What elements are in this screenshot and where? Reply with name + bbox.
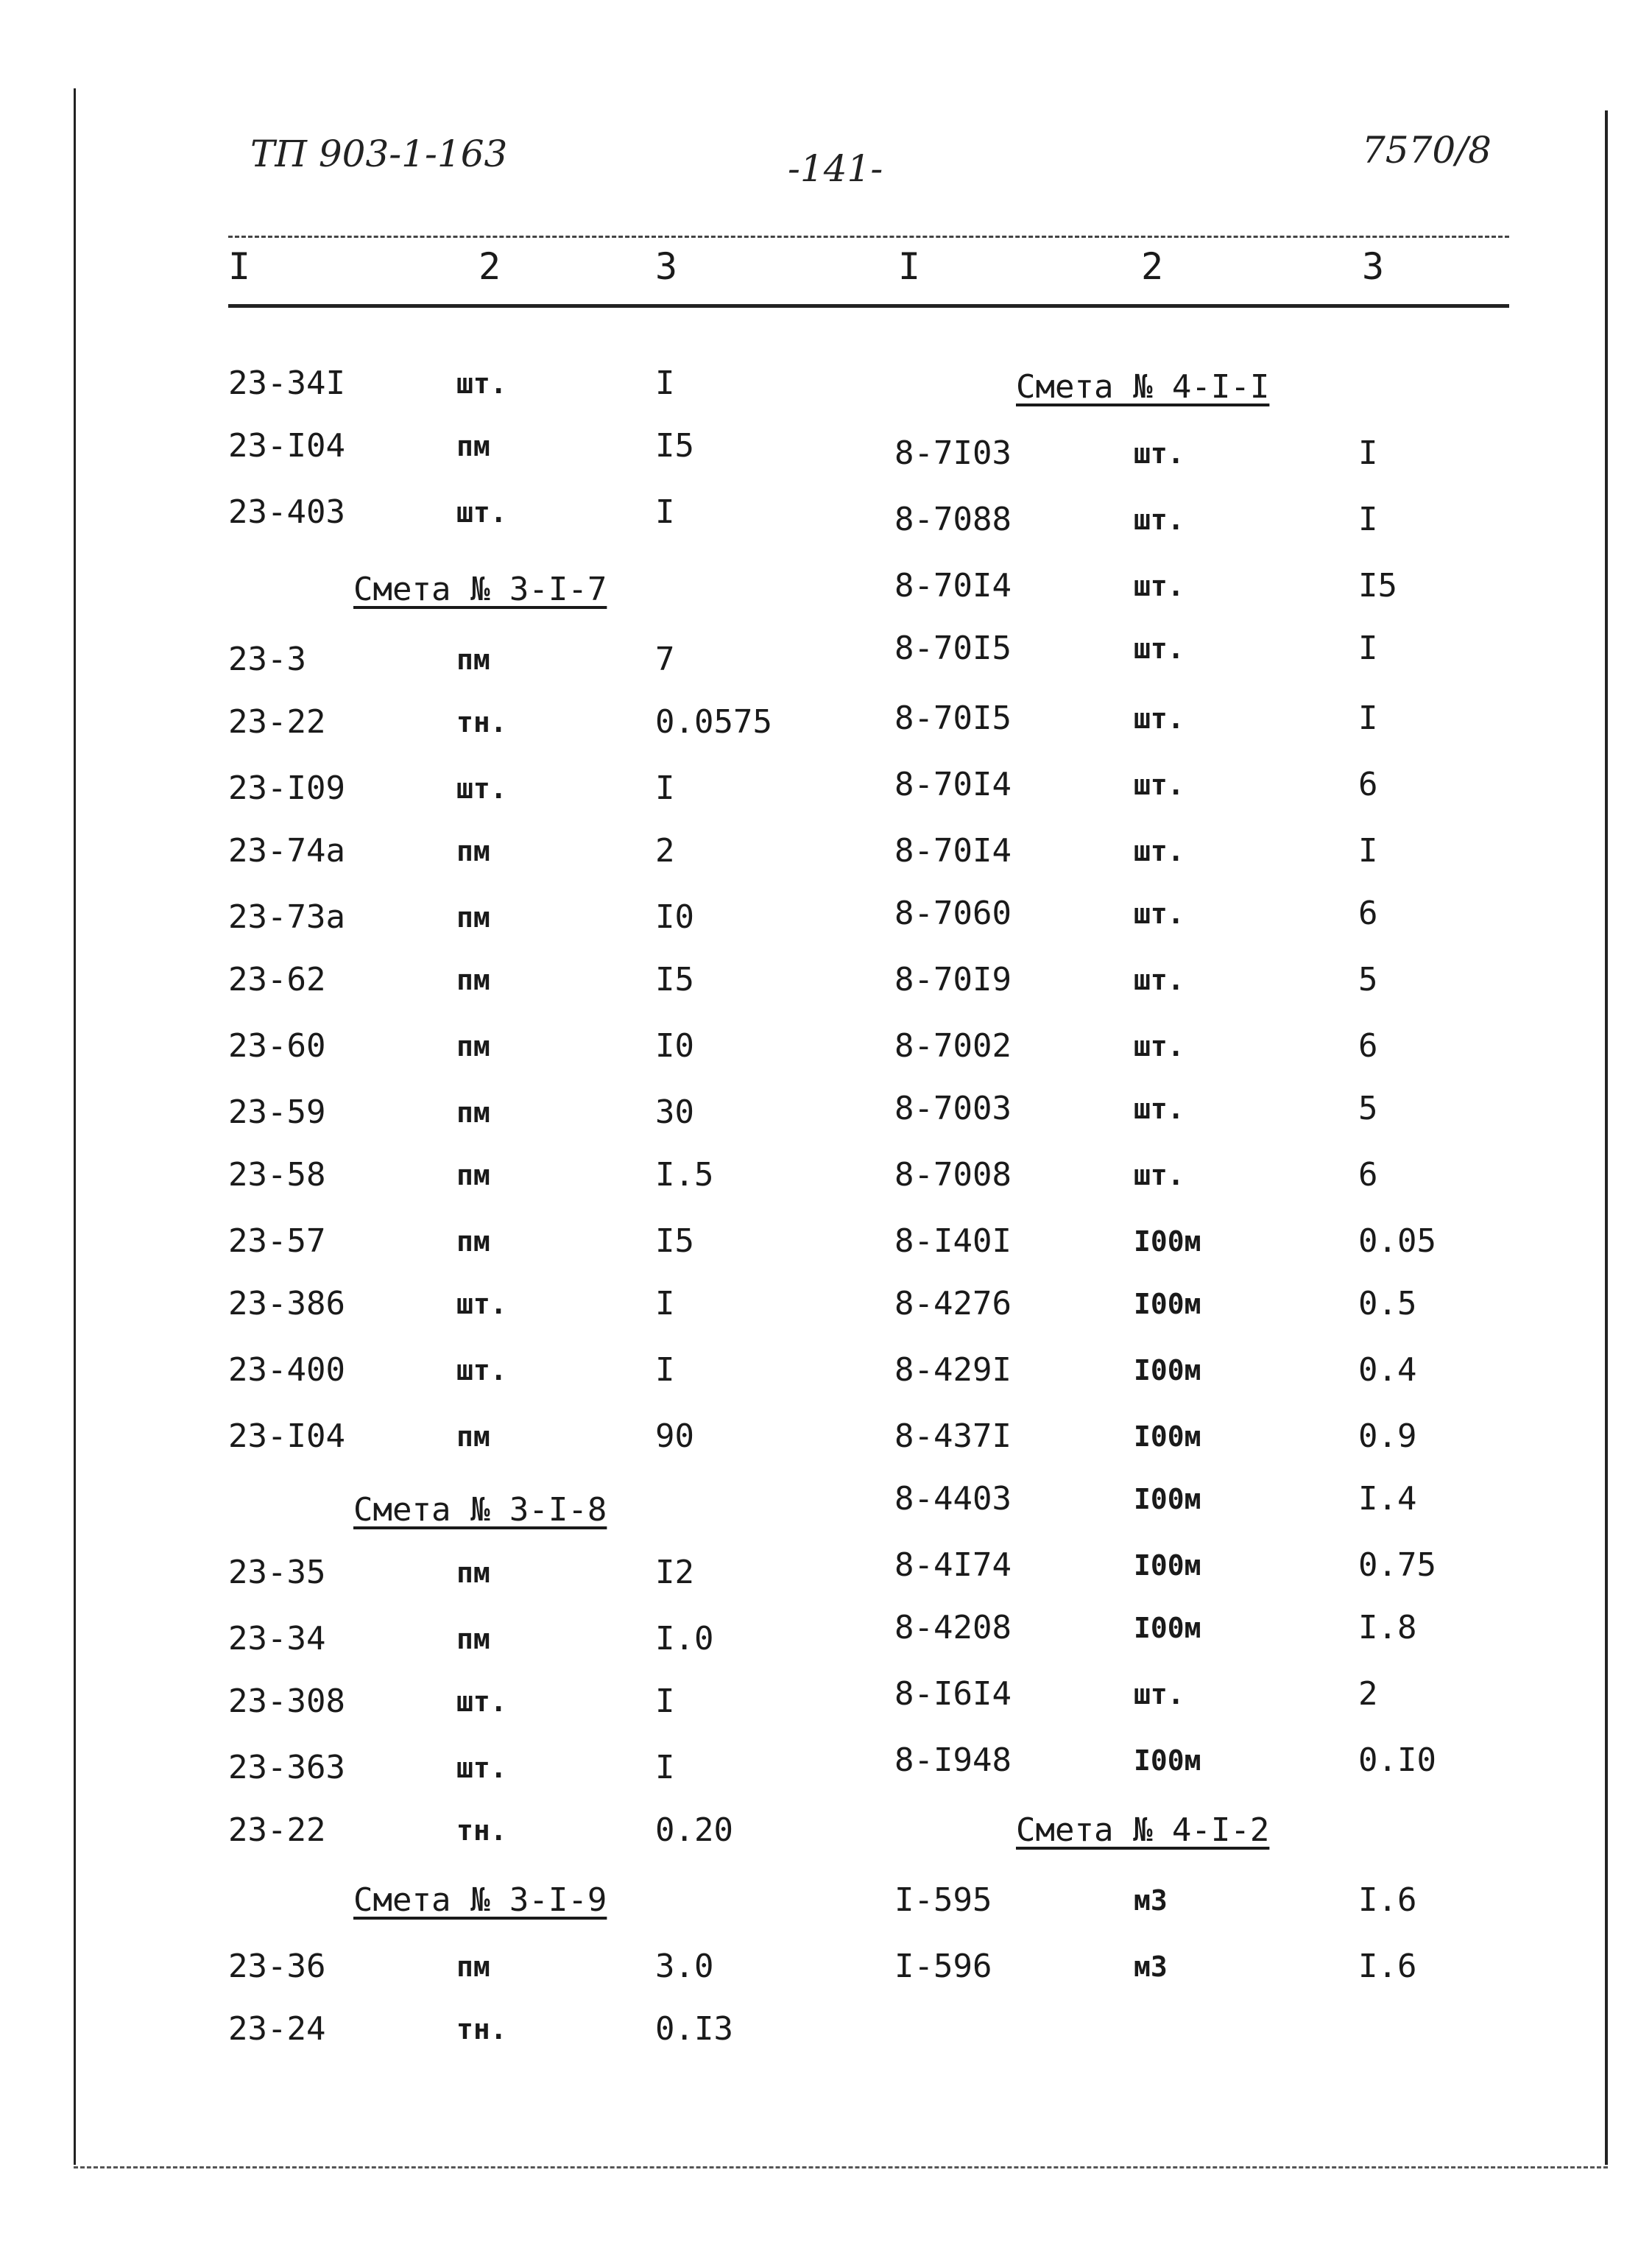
row-code: 8-429I <box>894 1351 1012 1389</box>
row-code: 23-I09 <box>228 769 345 807</box>
page-frame-bottom <box>74 2166 1608 2168</box>
row-code: 8-I40I <box>894 1222 1012 1260</box>
row-unit: шт. <box>456 367 507 400</box>
row-code: 23-62 <box>228 961 326 998</box>
row-quantity: I2 <box>655 1554 694 1591</box>
row-code: 8-70I4 <box>894 766 1012 803</box>
row-code: 23-308 <box>228 1683 345 1720</box>
row-unit: шт. <box>456 1354 507 1387</box>
row-quantity: I5 <box>655 1222 694 1260</box>
row-quantity: I <box>1358 832 1378 870</box>
row-code: 8-7008 <box>894 1156 1012 1194</box>
row-unit: пм <box>456 1951 490 1983</box>
row-quantity: I.8 <box>1358 1609 1417 1646</box>
row-unit: шт. <box>1134 1678 1185 1710</box>
row-quantity: 6 <box>1358 895 1378 932</box>
row-code: 8-70I4 <box>894 832 1012 870</box>
estimate-section-title: Смета № 4-I-2 <box>1016 1811 1270 1849</box>
row-unit: пм <box>456 1159 490 1191</box>
row-code: 8-7002 <box>894 1027 1012 1065</box>
row-quantity: I <box>1358 501 1378 538</box>
row-unit: шт. <box>1134 1093 1185 1125</box>
row-code: 8-7003 <box>894 1090 1012 1127</box>
row-code: 8-70I5 <box>894 630 1012 667</box>
row-unit: шт. <box>1134 633 1185 665</box>
row-unit: м3 <box>1134 1951 1168 1983</box>
row-unit: тн. <box>456 1814 507 1847</box>
row-code: 23-34I <box>228 364 345 402</box>
row-quantity: 0.5 <box>1358 1285 1417 1322</box>
row-quantity: 0.20 <box>655 1811 733 1849</box>
row-quantity: 2 <box>655 832 675 870</box>
row-quantity: I <box>655 769 675 807</box>
row-code: 8-7I03 <box>894 434 1012 472</box>
row-unit: I00м <box>1134 1225 1201 1258</box>
row-quantity: I0 <box>655 898 694 936</box>
row-unit: пм <box>456 1557 490 1589</box>
row-code: 8-70I5 <box>894 700 1012 737</box>
row-unit: тн. <box>456 2013 507 2046</box>
row-code: 8-I6I4 <box>894 1675 1012 1713</box>
row-code: 23-60 <box>228 1027 326 1065</box>
row-code: 23-36 <box>228 1948 326 1985</box>
row-quantity: 0.4 <box>1358 1351 1417 1389</box>
row-quantity: 7 <box>655 641 675 678</box>
row-unit: шт. <box>456 1685 507 1718</box>
row-quantity: I5 <box>1358 567 1397 605</box>
row-unit: пм <box>456 430 490 462</box>
row-unit: I00м <box>1134 1354 1201 1387</box>
row-quantity: 6 <box>1358 1156 1378 1194</box>
row-quantity: 6 <box>1358 1027 1378 1065</box>
row-code: 23-24 <box>228 2010 326 2048</box>
row-quantity: I.0 <box>655 1620 714 1657</box>
row-code: 23-22 <box>228 703 326 741</box>
row-quantity: 3.0 <box>655 1948 714 1985</box>
row-unit: I00м <box>1134 1483 1201 1515</box>
row-quantity: 90 <box>655 1417 694 1455</box>
column-header: 3 <box>655 245 678 288</box>
row-quantity: I0 <box>655 1027 694 1065</box>
row-quantity: I <box>655 364 675 402</box>
row-unit: I00м <box>1134 1612 1201 1644</box>
row-code: 23-I04 <box>228 1417 345 1455</box>
row-quantity: I5 <box>655 427 694 465</box>
row-unit: м3 <box>1134 1884 1168 1917</box>
row-code: I-595 <box>894 1881 992 1919</box>
row-quantity: I <box>655 1749 675 1786</box>
row-unit: шт. <box>1134 1030 1185 1063</box>
row-unit: пм <box>456 964 490 996</box>
row-unit: пм <box>456 1420 490 1453</box>
row-code: 8-4276 <box>894 1285 1012 1322</box>
row-quantity: 30 <box>655 1093 694 1131</box>
row-unit: шт. <box>1134 769 1185 801</box>
row-quantity: I.6 <box>1358 1948 1417 1985</box>
row-code: 8-7060 <box>894 895 1012 932</box>
row-quantity: I5 <box>655 961 694 998</box>
estimate-section-title: Смета № 3-I-7 <box>353 571 607 608</box>
row-unit: шт. <box>1134 1159 1185 1191</box>
column-header: 3 <box>1362 245 1385 288</box>
row-unit: пм <box>456 901 490 934</box>
page-number: -141- <box>788 147 883 190</box>
row-quantity: 2 <box>1358 1675 1378 1713</box>
document-code: ТП 903-1-163 <box>250 133 508 175</box>
row-quantity: 5 <box>1358 961 1378 998</box>
row-unit: шт. <box>456 1288 507 1320</box>
row-unit: тн. <box>456 706 507 739</box>
row-quantity: 0.I3 <box>655 2010 733 2048</box>
row-quantity: I.5 <box>655 1156 714 1194</box>
row-code: 8-437I <box>894 1417 1012 1455</box>
estimate-section-title: Смета № 3-I-8 <box>353 1491 607 1529</box>
row-code: 8-4I74 <box>894 1546 1012 1584</box>
column-header: 2 <box>479 245 501 288</box>
row-code: 23-3 <box>228 641 306 678</box>
page-frame-right <box>1605 110 1608 2165</box>
row-unit: I00м <box>1134 1744 1201 1777</box>
row-unit: шт. <box>456 772 507 805</box>
row-code: 23-57 <box>228 1222 326 1260</box>
sheet-code: 7570/8 <box>1362 129 1492 172</box>
row-unit: шт. <box>1134 898 1185 930</box>
row-unit: пм <box>456 1030 490 1063</box>
row-code: 8-70I9 <box>894 961 1012 998</box>
row-unit: шт. <box>456 496 507 529</box>
row-unit: шт. <box>1134 437 1185 470</box>
row-unit: шт. <box>456 1752 507 1784</box>
row-code: 23-74а <box>228 832 345 870</box>
row-unit: шт. <box>1134 964 1185 996</box>
column-header: I <box>228 245 251 288</box>
row-unit: I00м <box>1134 1288 1201 1320</box>
row-quantity: I <box>1358 700 1378 737</box>
row-code: 23-34 <box>228 1620 326 1657</box>
row-unit: пм <box>456 644 490 676</box>
row-quantity: 5 <box>1358 1090 1378 1127</box>
row-code: 8-4403 <box>894 1480 1012 1518</box>
row-quantity: 0.0575 <box>655 703 772 741</box>
row-code: 23-58 <box>228 1156 326 1194</box>
row-quantity: 0.I0 <box>1358 1741 1436 1779</box>
row-quantity: I <box>1358 434 1378 472</box>
row-code: 8-7088 <box>894 501 1012 538</box>
row-quantity: 0.75 <box>1358 1546 1436 1584</box>
row-quantity: 0.05 <box>1358 1222 1436 1260</box>
row-code: 8-4208 <box>894 1609 1012 1646</box>
estimate-section-title: Смета № 4-I-I <box>1016 368 1270 406</box>
row-quantity: I <box>655 493 675 531</box>
row-code: 23-22 <box>228 1811 326 1849</box>
row-unit: пм <box>456 1096 490 1129</box>
row-quantity: I <box>655 1683 675 1720</box>
row-code: 23-363 <box>228 1749 345 1786</box>
row-unit: шт. <box>1134 702 1185 735</box>
row-quantity: I.4 <box>1358 1480 1417 1518</box>
row-unit: шт. <box>1134 570 1185 602</box>
page-frame-left <box>74 88 76 2165</box>
row-code: 23-I04 <box>228 427 345 465</box>
row-unit: шт. <box>1134 835 1185 867</box>
row-unit: пм <box>456 1623 490 1655</box>
row-quantity: 0.9 <box>1358 1417 1417 1455</box>
table-header <box>228 236 1509 308</box>
column-header: 2 <box>1141 245 1164 288</box>
row-unit: пм <box>456 835 490 867</box>
row-code: 8-70I4 <box>894 567 1012 605</box>
row-quantity: I <box>655 1351 675 1389</box>
row-unit: пм <box>456 1225 490 1258</box>
row-code: 23-400 <box>228 1351 345 1389</box>
estimate-section-title: Смета № 3-I-9 <box>353 1881 607 1919</box>
row-quantity: I.6 <box>1358 1881 1417 1919</box>
row-code: 23-73а <box>228 898 345 936</box>
row-quantity: I <box>1358 630 1378 667</box>
row-unit: I00м <box>1134 1420 1201 1453</box>
row-code: I-596 <box>894 1948 992 1985</box>
row-code: 23-386 <box>228 1285 345 1322</box>
row-quantity: 6 <box>1358 766 1378 803</box>
row-quantity: I <box>655 1285 675 1322</box>
row-code: 23-59 <box>228 1093 326 1131</box>
row-unit: I00м <box>1134 1549 1201 1582</box>
row-unit: шт. <box>1134 504 1185 536</box>
row-code: 23-35 <box>228 1554 326 1591</box>
row-code: 8-I948 <box>894 1741 1012 1779</box>
column-header: I <box>898 245 921 288</box>
row-code: 23-403 <box>228 493 345 531</box>
